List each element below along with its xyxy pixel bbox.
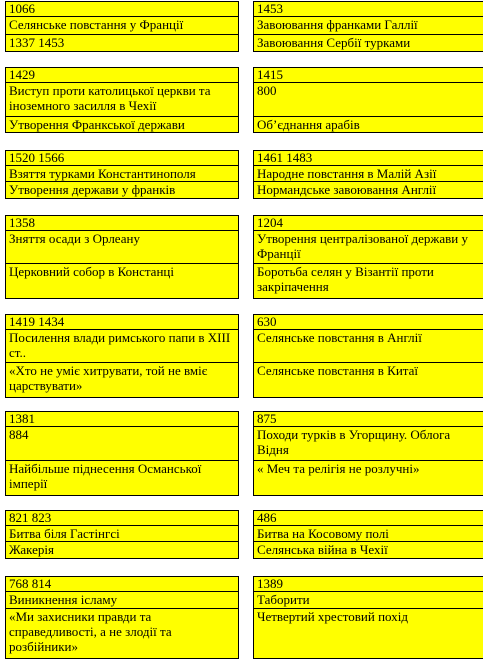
- card-9: [5, 314, 239, 398]
- card-item: Походи турків в Угорщину. Облога Відня: [254, 427, 483, 461]
- card-item: Селянське повстання в Китаї: [257, 363, 419, 378]
- card-2: [253, 1, 483, 52]
- card-item: Завоювання франками Галлії: [254, 17, 483, 35]
- card-item: Виступ проти католицької церкви та іноземного засилля в Чехії: [6, 83, 238, 117]
- card-year: 1389: [254, 577, 483, 592]
- card-16: [253, 576, 483, 659]
- card-year: 1419 1434: [6, 315, 238, 330]
- card-item: Четвертий хрестовий похід: [257, 609, 408, 624]
- card-item: Битва біля Гастінгсі: [6, 526, 238, 542]
- card-year: 1381: [6, 412, 238, 427]
- card-year: 1429: [6, 68, 238, 83]
- card-item: Церковний собор в Констанці: [9, 264, 174, 279]
- card-item: Об’єднання арабів: [257, 117, 360, 132]
- card-15: [5, 576, 239, 659]
- card-item: Селянське повстання в Англії: [254, 330, 483, 363]
- card-item: Селянське повстання у Франції: [6, 17, 238, 35]
- card-year: 630: [254, 315, 483, 330]
- card-item: « Меч та релігія не розлучні»: [257, 461, 420, 476]
- card-6: [253, 150, 483, 199]
- card-item: Виникнення ісламу: [6, 592, 238, 609]
- card-item: Нормандське завоювання Англії: [257, 182, 437, 197]
- card-5: [5, 150, 239, 199]
- card-year: 486: [254, 511, 483, 526]
- card-4: [253, 67, 483, 133]
- card-year: 1461 1483: [254, 151, 483, 166]
- card-year: 821 823: [6, 511, 238, 526]
- card-item: Утворення централізованої держави у Франції: [254, 231, 483, 264]
- card-item: Селянська війна в Чехії: [257, 542, 388, 557]
- card-3: [5, 67, 239, 133]
- card-item: Завоювання Сербії турками: [257, 35, 411, 50]
- card-item: Битва на Косовому полі: [254, 526, 483, 542]
- card-year: 1066: [6, 2, 238, 17]
- card-item: Найбільше піднесення Османської імперії: [9, 461, 202, 491]
- card-item: Таборити: [254, 592, 483, 609]
- card-item: Утворення держави у франків: [9, 182, 176, 197]
- card-1: [5, 1, 239, 52]
- card-year: 1520 1566: [6, 151, 238, 166]
- card-item: Взяття турками Константинополя: [6, 166, 238, 182]
- card-year: 1415: [254, 68, 483, 83]
- card-12: [253, 411, 483, 496]
- card-item: Посилення влади римського папи в ХІІІ ст..: [6, 330, 238, 363]
- card-item: 1337 1453: [9, 35, 65, 50]
- card-7: [5, 215, 239, 299]
- card-14: [253, 510, 483, 559]
- card-13: [5, 510, 239, 559]
- card-year: 875: [254, 412, 483, 427]
- card-year: 1358: [6, 216, 238, 231]
- card-item: 800: [254, 83, 483, 117]
- card-item: Зняття осади з Орлеану: [6, 231, 238, 264]
- card-item: Жакерія: [9, 542, 54, 557]
- card-11: [5, 411, 239, 496]
- card-8: [253, 215, 483, 299]
- card-item: «Хто не уміє хитрувати, той не вміє царствувати»: [9, 363, 208, 393]
- card-year: 1204: [254, 216, 483, 231]
- card-item: Боротьба селян у Візантії проти закріпачення: [257, 264, 434, 294]
- card-item: Народне повстання в Малій Азії: [254, 166, 483, 182]
- card-10: [253, 314, 483, 398]
- card-year: 768 814: [6, 577, 238, 592]
- card-item: «Ми захисники правди та справедливості, а не злодії та розбійники»: [9, 609, 172, 654]
- card-item: Утворення Франкської держави: [9, 117, 185, 132]
- card-year: 1453: [254, 2, 483, 17]
- card-item: 884: [6, 427, 238, 461]
